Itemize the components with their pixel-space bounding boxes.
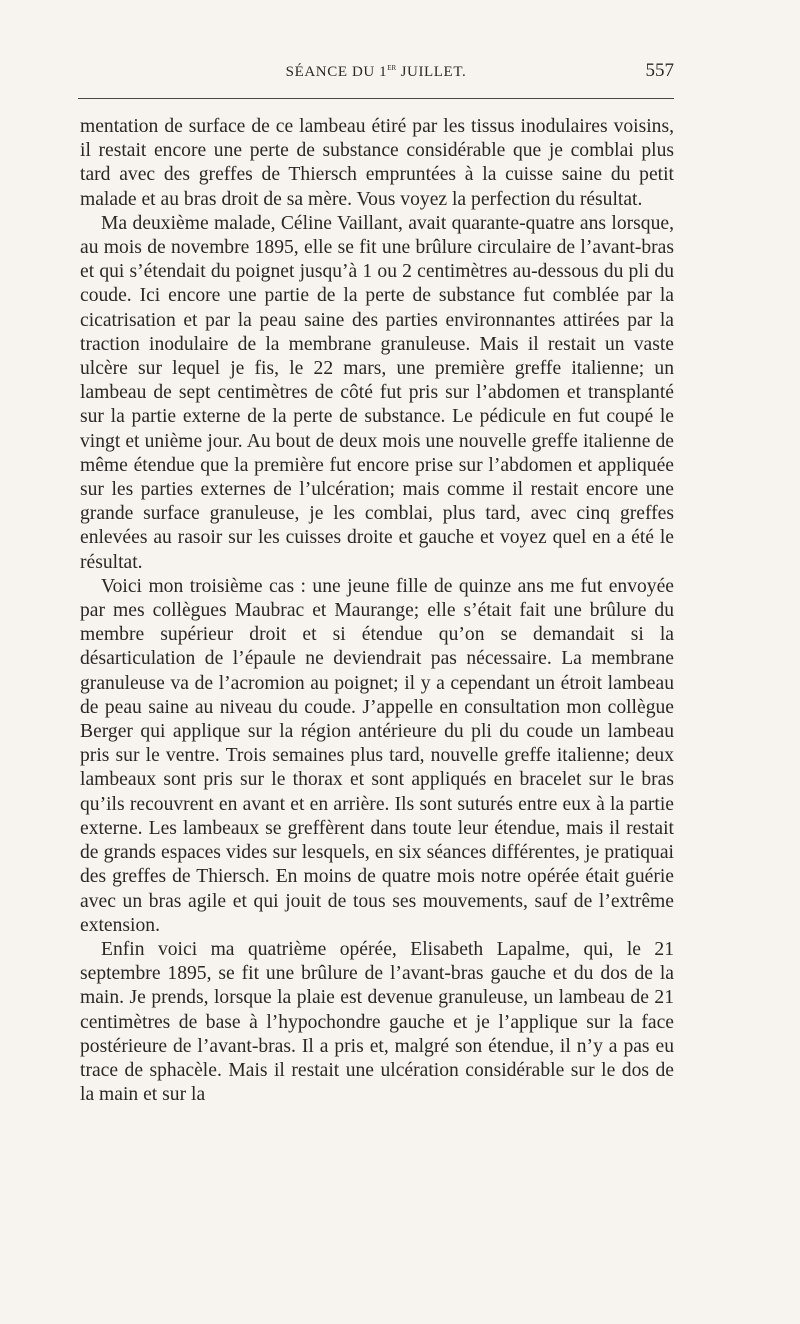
page-number: 557 [645,60,674,81]
paragraph-second-patient: Ma deuxième malade, Céline Vaillant, avait quarante-quatre ans lorsque, au mois de novembre 1895, elle se fit une brûlure circulaire de l’avant-bras et qui s’étendait du poignet jusqu’à 1 ou 2 centimètres au-dessous du pli du coude. Ici encore une partie de la perte de substance fut comblée par la cicatrisation et par la peau saine des parties environnantes attirées par la traction inodulaire de la membrane granuleuse. Mais il restait un vaste ulcère sur lequel je fis, le 22 mars, une première greffe italienne; un lambeau de sept centimètres de côté fut pris sur l’abdomen et transplanté sur la partie externe de la perte de substance. Le pédicule en fut coupé le vingt et unième jour. Au bout de deux mois une nouvelle greffe italienne de même étendue que la première fut encore prise sur l’abdomen et appliquée sur les parties externes de l’ulcération; mais comme il restait encore une grande surface granuleuse, je les comblai, plus tard, avec cinq greffes enlevées au rasoir sur les cuisses droite et gauche et voyez quel en a été le résultat. [80,212,674,573]
paragraph-fourth-patient: Enfin voici ma quatrième opérée, Elisabeth Lapalme, qui, le 21 septembre 1895, se fit une brûlure de l’avant-bras gauche et du dos de la main. Je prends, lorsque la plaie est devenue granuleuse, un lambeau de 21 centimètres de base à l’hypochondre gauche et je l’applique sur la face postérieure de l’avant-bras. Il a pris et, malgré son étendue, il n’y a pas eu trace de sphacèle. Mais il restait une ulcération considérable sur le dos de la main et sur la [80,938,674,1106]
running-title-superscript: er [387,62,397,73]
paragraph-continuation: mentation de surface de ce lambeau étiré par les tissus inodulaires voisins, il restait encore une perte de substance considérable que je comblai plus tard avec des greffes de Thiersch empruntées à la cuisse saine du petit malade et au bras droit de sa mère. Vous voyez la perfection du résultat. [80,116,674,210]
running-title [78,62,674,81]
running-title-text: SÉANCE DU 1 [285,64,388,80]
running-header [78,62,674,86]
body-text [80,115,674,1107]
paragraph-third-case: Voici mon troisième cas : une jeune fille de quinze ans me fut envoyée par mes collègues Maubrac et Maurange; elle s’était fait une brûlure du membre supérieur droit et si étendue qu’on se demandait si la désarticulation de l’épaule ne deviendrait pas nécessaire. La membrane granuleuse va de l’acromion au poignet; il y a cependant un étroit lambeau de peau saine au niveau du coude. J’appelle en consultation mon collègue Berger qui applique sur la région antérieure du pli du coude un lambeau pris sur le ventre. Trois semaines plus tard, nouvelle greffe italienne; deux lambeaux sont pris sur le thorax et sont appliqués en bracelet sur le bras qu’ils recouvrent en avant et en arrière. Ils sont suturés entre eux à la partie externe. Les lambeaux se greffèrent dans toute leur étendue, mais il restait de grands espaces vides sur lesquels, en six séances différentes, je pratiquai des greffes de Thiersch. En moins de quatre mois notre opérée était guérie avec un bras agile et qui jouit de tous ses mouvements, sauf de l’extrême extension. [80,575,674,936]
running-title-text-end: JUILLET. [396,64,467,80]
header-rule [78,98,674,99]
